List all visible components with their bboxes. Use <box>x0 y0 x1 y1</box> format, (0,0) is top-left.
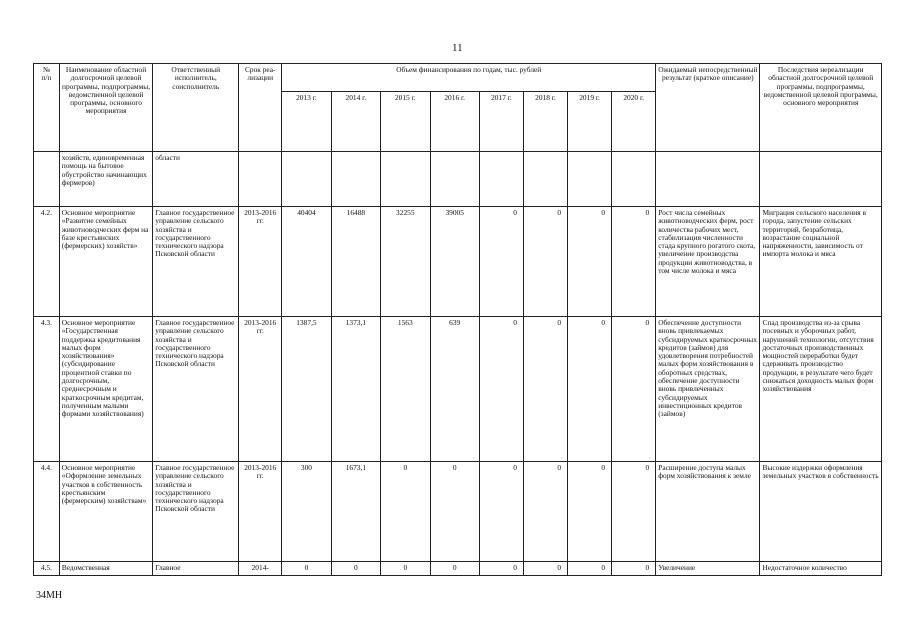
row-value-2013 <box>282 152 331 207</box>
row-period: 2013-2016 гг. <box>239 207 282 317</box>
document-stamp: 34МН <box>36 590 63 601</box>
header-result: Ожидаемый непосредственный результат (краткое описание) <box>656 64 760 152</box>
header-num: № п/п <box>34 64 60 152</box>
row-value-2019: 0 <box>568 562 612 576</box>
row-period <box>239 152 282 207</box>
header-period: Срок реа-лизации <box>239 64 282 152</box>
row-value-2015: 0 <box>381 462 430 562</box>
row-value-2017: 0 <box>479 562 523 576</box>
row-consequences <box>760 152 882 207</box>
row-result <box>656 152 760 207</box>
table-row <box>34 207 882 317</box>
row-period: 2014- <box>239 562 282 576</box>
row-value-2017 <box>479 152 523 207</box>
row-value-2018: 0 <box>523 207 567 317</box>
table-row <box>34 462 882 562</box>
row-consequences: Миграция сельского населения в города, запустение сельских территорий, безработица, возрастание социальной напряженности, зависимость от импорта молока и мяса <box>760 207 882 317</box>
row-value-2020: 0 <box>612 317 656 462</box>
row-value-2020: 0 <box>612 562 656 576</box>
row-value-2014: 1673,1 <box>331 462 380 562</box>
row-value-2017: 0 <box>479 207 523 317</box>
header-year: 2013 г. <box>282 92 331 152</box>
row-value-2015: 1563 <box>381 317 430 462</box>
row-value-2015: 0 <box>381 562 430 576</box>
row-period: 2013-2016 гг. <box>239 317 282 462</box>
row-num <box>34 152 60 207</box>
row-value-2017: 0 <box>479 317 523 462</box>
row-value-2015 <box>381 152 430 207</box>
header-year: 2015 г. <box>381 92 430 152</box>
header-year: 2019 г. <box>568 92 612 152</box>
row-result: Обеспечение доступности вновь привлекаемых субсидируемых краткосрочных кредитов (займов) для удовлетворения потребностей малых форм хозяйствования в оборотных средствах, обеспечение доступности вновь привлеченных субсидируемых инвестиционных кредитов (займов) <box>656 317 760 462</box>
row-executor: Главное государственное управление сельского хозяйства и государственного технического надзора Псковской области <box>153 207 239 317</box>
header-year: 2018 г. <box>523 92 567 152</box>
row-executor: Главное государственное управление сельского хозяйства и государственного технического надзора Псковской области <box>153 462 239 562</box>
row-value-2020: 0 <box>612 462 656 562</box>
row-value-2019: 0 <box>568 317 612 462</box>
header-financing: Объем финансирования по годам, тыс. рублей <box>282 64 656 92</box>
header-consequences: Последствия нереализации областной долгосрочной целевой программы, подпрограммы, ведомственной целевой программы, основного мероприятия <box>760 64 882 152</box>
row-value-2020 <box>612 152 656 207</box>
row-consequences: Спад производства из-за срыва посевных и уборочных работ, нарушений технологии, отсутствия достаточных производственных мощностей переработки будет сдерживать производство продукции, в результате чего будет снижаться доходность малых форм хозяйствования <box>760 317 882 462</box>
row-value-2018: 0 <box>523 317 567 462</box>
header-year: 2020 г. <box>612 92 656 152</box>
row-result: Рост числа семейных животноводческих ферм, рост количества рабочих мест, стабилизация численности стада крупного рогатого скота, увеличение производства продукции животноводства, в том числе молока и мяса <box>656 207 760 317</box>
row-value-2019 <box>568 152 612 207</box>
header-year: 2014 г. <box>331 92 380 152</box>
row-value-2018: 0 <box>523 562 567 576</box>
row-name: хозяйств, единовременная помощь на бытовое обустройство начинающих фермеров) <box>59 152 153 207</box>
row-value-2016: 0 <box>430 462 479 562</box>
row-value-2015: 32255 <box>381 207 430 317</box>
header-year: 2017 г. <box>479 92 523 152</box>
row-value-2019: 0 <box>568 462 612 562</box>
row-num: 4.3. <box>34 317 60 462</box>
row-consequences: Высокие издержки оформления земельных участков в собственность <box>760 462 882 562</box>
header-name: Наименование областной долгосрочной целевой программы, подпрограммы, ведомственной целевой программы, основного мероприятия <box>59 64 153 152</box>
row-value-2016: 39005 <box>430 207 479 317</box>
row-value-2013: 40404 <box>282 207 331 317</box>
row-result: Увеличение <box>656 562 760 576</box>
row-value-2018 <box>523 152 567 207</box>
row-name: Основное мероприятие «Оформление земельных участков в собственность крестьянским (фермерским) хозяйствам» <box>59 462 153 562</box>
row-num: 4.5. <box>34 562 60 576</box>
row-executor: Главное <box>153 562 239 576</box>
row-value-2014 <box>331 152 380 207</box>
row-value-2019: 0 <box>568 207 612 317</box>
row-value-2018: 0 <box>523 462 567 562</box>
row-value-2016: 639 <box>430 317 479 462</box>
row-name: Основное мероприятие «Государственная поддержка кредитования малых форм хозяйствования» (субсидирование процентной ставки по долгосрочным, среднесрочным и краткосрочным кредитам, полученным малыми формами хозяйствования) <box>59 317 153 462</box>
row-name: Ведомственная <box>59 562 153 576</box>
row-result: Расширение доступа малых форм хозяйствования к земле <box>656 462 760 562</box>
row-value-2014: 1373,1 <box>331 317 380 462</box>
row-num: 4.2. <box>34 207 60 317</box>
row-value-2016: 0 <box>430 562 479 576</box>
row-value-2013: 0 <box>282 562 331 576</box>
row-num: 4.4. <box>34 462 60 562</box>
row-executor: Главное государственное управление сельского хозяйства и государственного технического надзора Псковской области <box>153 317 239 462</box>
table-row <box>34 562 882 576</box>
row-period: 2013-2016 гг. <box>239 462 282 562</box>
row-value-2016 <box>430 152 479 207</box>
row-name: Основное мероприятие «Развитие семейных животноводческих ферм на базе крестьянских (фермерских) хозяйств» <box>59 207 153 317</box>
row-value-2013: 1387,5 <box>282 317 331 462</box>
page-number: 11 <box>452 42 463 54</box>
row-executor: области <box>153 152 239 207</box>
header-executor: Ответственный исполнитель, соисполнитель <box>153 64 239 152</box>
row-value-2017: 0 <box>479 462 523 562</box>
table-row <box>34 152 882 207</box>
program-table <box>33 63 882 576</box>
row-value-2020: 0 <box>612 207 656 317</box>
row-value-2014: 16488 <box>331 207 380 317</box>
row-value-2014: 0 <box>331 562 380 576</box>
table-row <box>34 317 882 462</box>
row-consequences: Недостаточное количество <box>760 562 882 576</box>
header-year: 2016 г. <box>430 92 479 152</box>
row-value-2013: 300 <box>282 462 331 562</box>
